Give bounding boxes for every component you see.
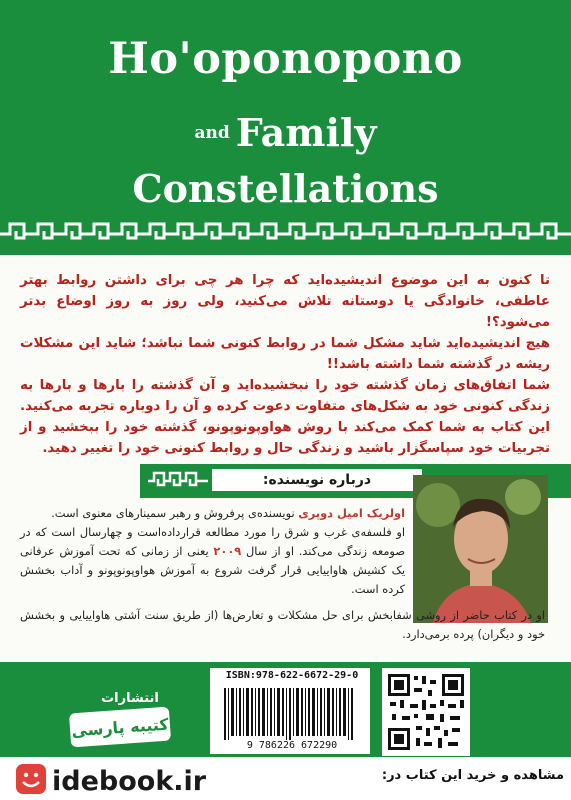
author-photo — [413, 475, 548, 623]
cover-title-and: and — [194, 122, 230, 143]
blurb-paragraph-2: هیچ اندیشیده‌اید شاید مشکل شما در روابط کنونی شما نباشد؛ شاید این مشکلات ریشه در گذشته شما داشته باشد!! — [20, 336, 550, 372]
author-bio-part1 — [20, 504, 405, 599]
author-bio-part2: او در کتاب حاضر از روشی شفابخش برای حل مشکلات و تعارض‌ها (از طریق سنت آشتی هاواییایی و بخشش خود و دیگران) پرده برمی‌دارد. — [20, 608, 545, 641]
idebook-logo-text: idebook.ir — [52, 766, 207, 797]
author-portrait-illustration — [413, 475, 548, 623]
publisher-name: کتیبه پارسی — [70, 714, 170, 741]
idebook-caption: مشاهده و خرید این کتاب در: — [381, 768, 564, 783]
blurb-paragraph-3: شما اتفاق‌های زمان گذشته خود را نبخشیده‌اید و آن گذشته را بارها و بارها به زندگی کنونی خود به شکل‌های متفاوت دعوت کرده و آن را دوباره تجربه می‌کنید. این کتاب به شما کمک می‌کند با روش هواوپونوپونو، گذشته خود را ببخشید و از تجربیات خود سپاسگزار باشید و زندگی حال و روابط کنونی خود را تغییر دهید. — [20, 378, 550, 456]
blurb-paragraph-1: تا کنون به این موضوع اندیشیده‌اید که چرا هر چی برای داشتن روابط بهتر عاطفی، خانوادگی یا دوستانه تلاش می‌کنید، ولی روز به روز اوضاع بدتر می‌شود؟! — [20, 273, 550, 330]
about-author-heading: درباره نویسنده: — [212, 469, 422, 491]
cover-title-constellations: Constellations — [132, 166, 439, 211]
qr-code-pattern — [382, 668, 470, 756]
cover-title-hooponopono: Ho'oponopono — [108, 34, 463, 84]
author-bio-line2: او فلسفه‌ی غرب و شرق را مورد مطالعه قرارداده‌است و چهارسال است که در صومعه زندگی می‌کند. او از سال — [20, 525, 405, 558]
idebook-logo[interactable] — [14, 760, 264, 798]
barcode-digits: 9 786226 672290 — [246, 740, 338, 751]
cover-title-family-word: Family — [235, 110, 377, 155]
cover-title-family — [0, 110, 571, 155]
author-bio-line2-rest: یعنی از زمانی که تحت آموزش عرفانی یک کشیش هاواییایی قرار گرفت شروع به آموزش هواوپونوپونو و آداب بخشش کرده است. — [20, 544, 405, 596]
greek-key-border — [0, 218, 571, 250]
author-name: اولریک امیل دوپری — [298, 506, 405, 520]
isbn-text: ISBN:978-622-6672-29-0 — [225, 670, 359, 681]
author-bio-line1: نویسنده‌ی پرفروش و رهبر سمینارهای معنوی است. — [51, 506, 299, 520]
author-year: ۲۰۰۹ — [213, 544, 242, 558]
blurb-text — [20, 270, 550, 459]
small-greek-key-border — [148, 470, 208, 492]
qr-code — [382, 668, 470, 756]
publisher-logo — [60, 672, 200, 752]
publisher-label: انتشارات — [101, 691, 159, 706]
